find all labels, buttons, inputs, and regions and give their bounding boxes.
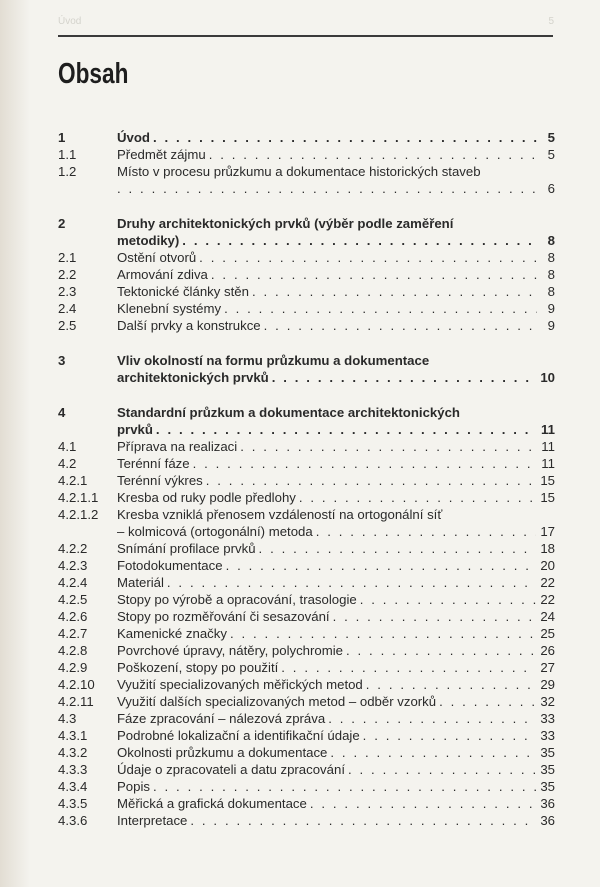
toc-entry-title: Kresba od ruky podle předlohy bbox=[117, 490, 296, 505]
toc-entry-number: 4.3.2 bbox=[58, 745, 88, 760]
toc-entry-title: Využití dalších specializovaných metod – odběr vzorků bbox=[117, 694, 437, 709]
toc-entry-number: 4.2.1 bbox=[58, 473, 88, 488]
toc-entry-number: 4.3.1 bbox=[58, 728, 88, 743]
toc-entry[interactable] bbox=[58, 625, 555, 642]
toc-entry-number: 1.2 bbox=[58, 164, 77, 179]
toc-entry[interactable] bbox=[58, 574, 555, 591]
toc-entry-page: 5 bbox=[547, 147, 555, 162]
toc-entry-page: 17 bbox=[540, 524, 555, 539]
toc-entry-title: Ostění otvorů bbox=[117, 250, 197, 265]
dot-leader bbox=[360, 591, 537, 608]
toc-entry[interactable] bbox=[58, 249, 555, 266]
dot-leader bbox=[252, 283, 537, 300]
toc-entry-page: 35 bbox=[540, 779, 555, 794]
dot-leader bbox=[224, 300, 537, 317]
toc-entry[interactable] bbox=[58, 795, 555, 812]
dot-leader bbox=[346, 642, 536, 659]
toc-entry-title: metodiky) bbox=[117, 233, 180, 248]
dot-leader bbox=[117, 180, 537, 197]
toc-entry-title: Klenební systémy bbox=[117, 301, 222, 316]
toc-entry-title: Měřická a grafická dokumentace bbox=[117, 796, 307, 811]
toc-entry-number: 4.3.5 bbox=[58, 796, 88, 811]
dot-leader bbox=[193, 455, 537, 472]
toc-entry-number: 4.2.5 bbox=[58, 592, 88, 607]
running-header-section: Úvod bbox=[58, 16, 82, 27]
toc-entry-page: 26 bbox=[540, 643, 555, 658]
table-of-contents bbox=[58, 129, 555, 829]
toc-entry-page: 9 bbox=[547, 301, 555, 316]
toc-entry[interactable] bbox=[58, 727, 555, 744]
toc-entry-title: Poškození, stopy po použití bbox=[117, 660, 279, 675]
toc-entry-page: 27 bbox=[540, 660, 555, 675]
toc-entry-page: 35 bbox=[540, 762, 555, 777]
toc-entry[interactable] bbox=[58, 557, 555, 574]
toc-entry-title: Vliv okolností na formu průzkumu a dokumentace bbox=[117, 353, 430, 368]
dot-leader bbox=[153, 129, 537, 146]
toc-entry-page: 5 bbox=[547, 130, 555, 145]
toc-entry-number: 4.2.2 bbox=[58, 541, 88, 556]
toc-entry-page: 32 bbox=[540, 694, 555, 709]
toc-entry-number: 2.4 bbox=[58, 301, 77, 316]
toc-entry-number: 4.1 bbox=[58, 439, 77, 454]
dot-leader bbox=[439, 693, 536, 710]
toc-entry-page: 8 bbox=[547, 284, 555, 299]
toc-entry-title: Okolnosti průzkumu a dokumentace bbox=[117, 745, 328, 760]
toc-entry-title: Terénní výkres bbox=[117, 473, 203, 488]
toc-entry-number: 4 bbox=[58, 405, 66, 420]
dot-leader bbox=[167, 574, 536, 591]
toc-entry-title: Materiál bbox=[117, 575, 164, 590]
toc-entry-title: Podrobné lokalizační a identifikační údaje bbox=[117, 728, 360, 743]
toc-entry-number: 4.2 bbox=[58, 456, 77, 471]
toc-entry[interactable] bbox=[58, 608, 555, 625]
toc-entry-number: 4.2.8 bbox=[58, 643, 88, 658]
toc-entry-page: 33 bbox=[540, 728, 555, 743]
toc-entry[interactable] bbox=[58, 693, 555, 710]
toc-entry-title: Interpretace bbox=[117, 813, 188, 828]
toc-entry-title: Druhy architektonických prvků (výběr podle zaměření bbox=[117, 216, 454, 231]
dot-leader bbox=[363, 727, 537, 744]
toc-entry-page: 15 bbox=[540, 473, 555, 488]
dot-leader bbox=[240, 438, 537, 455]
toc-entry-number: 1 bbox=[58, 130, 66, 145]
toc-entry-number: 4.2.11 bbox=[58, 694, 94, 709]
dot-leader bbox=[330, 744, 536, 761]
toc-entry-page: 8 bbox=[547, 250, 555, 265]
toc-entry-title: Stopy po rozměřování či sesazování bbox=[117, 609, 330, 624]
toc-entry[interactable] bbox=[58, 506, 555, 540]
toc-entry-number: 4.3.4 bbox=[58, 779, 88, 794]
toc-entry[interactable] bbox=[58, 812, 555, 829]
toc-entry-number: 4.2.7 bbox=[58, 626, 88, 641]
page-title: Obsah bbox=[58, 58, 129, 90]
toc-entry-page: 6 bbox=[547, 181, 555, 196]
toc-entry-title: Předmět zájmu bbox=[117, 147, 206, 162]
dot-leader bbox=[333, 608, 537, 625]
toc-entry-title: Snímání profilace prvků bbox=[117, 541, 256, 556]
toc-entry[interactable] bbox=[58, 455, 555, 472]
toc-entry-number: 4.2.3 bbox=[58, 558, 88, 573]
toc-entry-page: 9 bbox=[547, 318, 555, 333]
toc-entry-title: Terénní fáze bbox=[117, 456, 190, 471]
toc-entry-title: Stopy po výrobě a opracování, trasologie bbox=[117, 592, 357, 607]
toc-entry-title: Popis bbox=[117, 779, 150, 794]
dot-leader bbox=[182, 232, 537, 249]
toc-entry-number: 4.3.3 bbox=[58, 762, 88, 777]
toc-entry-number: 2.5 bbox=[58, 318, 77, 333]
toc-entry-number: 2.3 bbox=[58, 284, 77, 299]
toc-entry[interactable] bbox=[58, 591, 555, 608]
toc-entry[interactable] bbox=[58, 317, 555, 334]
dot-leader bbox=[211, 266, 537, 283]
dot-leader bbox=[264, 317, 537, 334]
toc-entry[interactable] bbox=[58, 438, 555, 455]
toc-entry-title: Využití specializovaných měřických metod bbox=[117, 677, 363, 692]
toc-entry-page: 22 bbox=[540, 592, 555, 607]
toc-entry[interactable] bbox=[58, 215, 555, 249]
toc-entry-number: 3 bbox=[58, 353, 66, 368]
dot-leader bbox=[156, 421, 537, 438]
dot-leader bbox=[190, 812, 536, 829]
toc-entry-title: – kolmicová (ortogonální) metoda bbox=[117, 524, 313, 539]
toc-entry-title: Standardní průzkum a dokumentace architektonických bbox=[117, 405, 460, 420]
toc-entry-page: 25 bbox=[540, 626, 555, 641]
toc-entry-number: 4.2.1.1 bbox=[58, 490, 99, 505]
toc-entry-page: 10 bbox=[540, 370, 555, 385]
dot-leader bbox=[259, 540, 537, 557]
page-edge-shadow bbox=[0, 0, 30, 887]
toc-entry-number: 4.3.6 bbox=[58, 813, 88, 828]
dot-leader bbox=[209, 146, 537, 163]
toc-entry-number: 1.1 bbox=[58, 147, 77, 162]
toc-entry[interactable] bbox=[58, 163, 555, 197]
toc-entry-page: 20 bbox=[540, 558, 555, 573]
toc-entry-number: 4.2.9 bbox=[58, 660, 88, 675]
toc-entry-title: Místo v procesu průzkumu a dokumentace historických staveb bbox=[117, 164, 481, 179]
toc-entry[interactable] bbox=[58, 642, 555, 659]
toc-entry[interactable] bbox=[58, 744, 555, 761]
toc-entry[interactable] bbox=[58, 676, 555, 693]
toc-entry-page: 29 bbox=[540, 677, 555, 692]
toc-entry-page: 36 bbox=[540, 813, 555, 828]
toc-entry[interactable] bbox=[58, 540, 555, 557]
toc-entry-page: 11 bbox=[541, 439, 555, 454]
toc-entry[interactable] bbox=[58, 283, 555, 300]
toc-entry[interactable] bbox=[58, 129, 555, 146]
toc-entry[interactable] bbox=[58, 300, 555, 317]
toc-entry-number: 4.2.4 bbox=[58, 575, 88, 590]
toc-entry[interactable] bbox=[58, 472, 555, 489]
toc-entry-title: Údaje o zpracovateli a datu zpracování bbox=[117, 762, 345, 777]
toc-entry-page: 8 bbox=[547, 233, 555, 248]
toc-entry[interactable] bbox=[58, 404, 555, 438]
toc-entry-page: 24 bbox=[540, 609, 555, 624]
toc-entry-title: prvků bbox=[117, 422, 153, 437]
toc-entry-page: 36 bbox=[540, 796, 555, 811]
dot-leader bbox=[328, 710, 536, 727]
toc-entry[interactable] bbox=[58, 146, 555, 163]
dot-leader bbox=[272, 369, 537, 386]
toc-entry[interactable] bbox=[58, 778, 555, 795]
toc-entry-title: Kamenické značky bbox=[117, 626, 227, 641]
toc-entry-page: 33 bbox=[540, 711, 555, 726]
dot-leader bbox=[281, 659, 536, 676]
running-header-page: 5 bbox=[548, 16, 554, 27]
toc-entry[interactable] bbox=[58, 489, 555, 506]
toc-entry-number: 4.2.10 bbox=[58, 677, 95, 692]
dot-leader bbox=[366, 676, 537, 693]
toc-entry-title: Další prvky a konstrukce bbox=[117, 318, 261, 333]
dot-leader bbox=[299, 489, 536, 506]
dot-leader bbox=[348, 761, 536, 778]
dot-leader bbox=[230, 625, 536, 642]
toc-entry[interactable] bbox=[58, 266, 555, 283]
toc-entry-page: 11 bbox=[541, 456, 555, 471]
dot-leader bbox=[310, 795, 536, 812]
toc-entry-page: 15 bbox=[540, 490, 555, 505]
header-rule bbox=[58, 35, 553, 37]
running-header bbox=[58, 16, 554, 27]
toc-entry-page: 18 bbox=[540, 541, 555, 556]
toc-entry-number: 4.2.1.2 bbox=[58, 507, 99, 522]
toc-entry-number: 2.2 bbox=[58, 267, 77, 282]
toc-entry-title: Povrchové úpravy, nátěry, polychromie bbox=[117, 643, 343, 658]
toc-entry-title: Kresba vzniklá přenosem vzdáleností na ortogonální síť bbox=[117, 507, 443, 522]
toc-entry-number: 4.3 bbox=[58, 711, 77, 726]
toc-entry-page: 8 bbox=[547, 267, 555, 282]
toc-entry-number: 4.2.6 bbox=[58, 609, 88, 624]
toc-entry[interactable] bbox=[58, 659, 555, 676]
toc-entry-number: 2.1 bbox=[58, 250, 77, 265]
dot-leader bbox=[199, 249, 537, 266]
toc-entry-title: Úvod bbox=[117, 130, 150, 145]
toc-entry[interactable] bbox=[58, 761, 555, 778]
toc-entry-page: 35 bbox=[540, 745, 555, 760]
toc-entry-title: Armování zdiva bbox=[117, 267, 208, 282]
toc-entry-title: Tektonické články stěn bbox=[117, 284, 249, 299]
dot-leader bbox=[206, 472, 537, 489]
toc-entry-title: Fáze zpracování – nálezová zpráva bbox=[117, 711, 326, 726]
dot-leader bbox=[316, 523, 537, 540]
toc-entry-page: 22 bbox=[540, 575, 555, 590]
dot-leader bbox=[153, 778, 536, 795]
toc-entry-page: 11 bbox=[541, 422, 555, 437]
toc-entry-title: architektonických prvků bbox=[117, 370, 269, 385]
toc-entry-title: Příprava na realizaci bbox=[117, 439, 238, 454]
toc-entry-title: Fotodokumentace bbox=[117, 558, 223, 573]
toc-entry[interactable] bbox=[58, 710, 555, 727]
toc-entry[interactable] bbox=[58, 352, 555, 386]
toc-entry-number: 2 bbox=[58, 216, 66, 231]
dot-leader bbox=[226, 557, 537, 574]
